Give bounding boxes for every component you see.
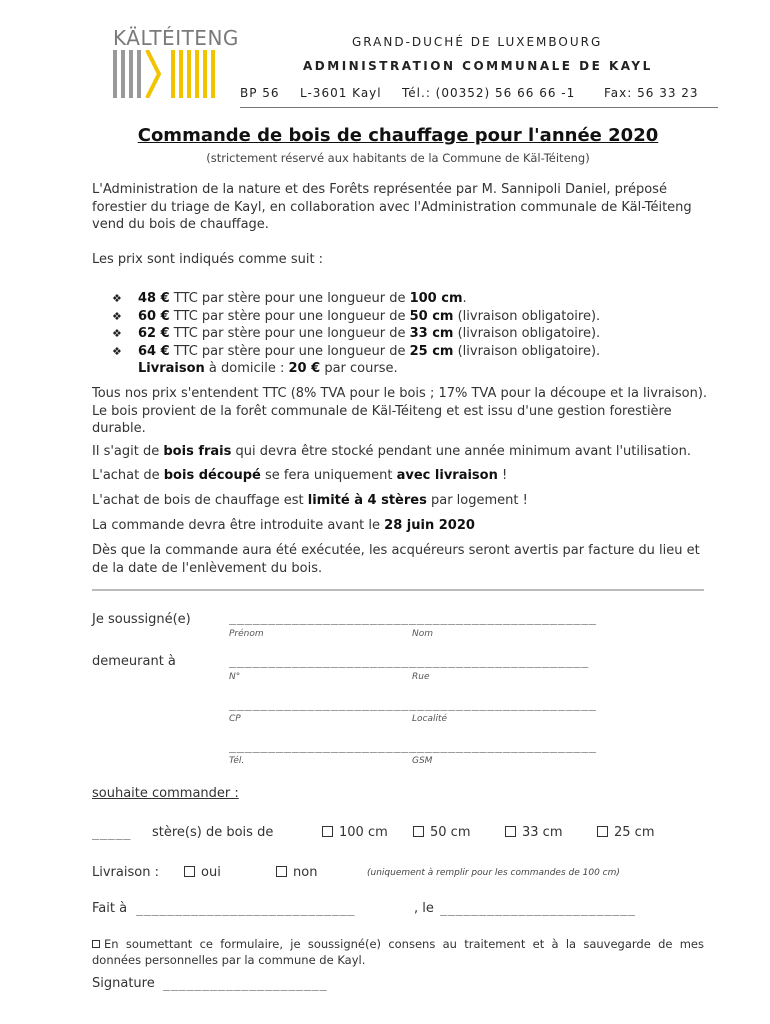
name-field[interactable]: _______________________________________________ — [229, 611, 597, 625]
price-item: ❖ 62 € TTC par stère pour une longueur de 33 cm (livraison obligatoire). — [112, 326, 601, 341]
delivery-label: Livraison : — [92, 865, 159, 880]
signature-label: Signature — [92, 976, 155, 991]
checkbox-icon[interactable] — [505, 826, 516, 837]
bullet-icon: ❖ — [112, 309, 122, 323]
street-field[interactable]: ______________________________________________ — [229, 654, 589, 668]
logo-text: KÄLTÉITENG — [113, 26, 239, 50]
order-title: souhaite commander : — [92, 786, 239, 801]
header-fax: Fax: 56 33 23 — [604, 86, 699, 100]
caption-prenom: Prénom — [229, 629, 264, 639]
delivery-price: Livraison à domicile : 20 € par course. — [138, 361, 398, 376]
date-field[interactable]: _________________________ — [440, 902, 636, 916]
fresh-wood-paragraph: Il s'agit de bois frais qui devra être stocké pendant une année minimum avant l'utilisation. — [92, 444, 691, 459]
price-item: ❖ 48 € TTC par stère pour une longueur de 100 cm. — [112, 291, 467, 306]
checkbox-icon[interactable] — [597, 826, 608, 837]
done-at-label: Fait à — [92, 901, 128, 916]
length-option-25[interactable]: 25 cm — [597, 825, 655, 840]
price-list — [112, 290, 600, 378]
length-option-100[interactable]: 100 cm — [322, 825, 388, 840]
caption-rue: Rue — [412, 672, 430, 682]
bullet-icon: ❖ — [112, 327, 122, 340]
cut-wood-paragraph: L'achat de bois découpé se fera uniquement avec livraison ! — [92, 468, 508, 483]
checkbox-icon[interactable] — [276, 866, 287, 877]
bullet-icon: ❖ — [112, 292, 122, 305]
place-field[interactable]: ____________________________ — [136, 902, 356, 916]
signature-field[interactable]: _____________________ — [163, 977, 328, 991]
stere-label: stère(s) de bois de — [152, 825, 274, 840]
checkbox-icon[interactable] — [413, 826, 424, 837]
page-subtitle: (strictement réservé aux habitants de la Commune de Käl-Téiteng) — [206, 151, 590, 165]
checkbox-icon[interactable] — [322, 826, 333, 837]
quantity-field[interactable]: _____ — [92, 826, 132, 840]
locality-field[interactable]: _______________________________________________ — [229, 697, 597, 711]
date-label: , le — [414, 901, 434, 916]
deadline-paragraph: La commande devra être introduite avant le 28 juin 2020 — [92, 518, 475, 533]
delivery-no-option[interactable]: non — [276, 865, 317, 880]
caption-tel: Tél. — [229, 756, 245, 766]
length-option-50[interactable]: 50 cm — [413, 825, 471, 840]
delivery-yes-option[interactable]: oui — [184, 865, 221, 880]
header-tel: Tél.: (00352) 56 66 66 -1 — [402, 86, 576, 100]
delivery-note: (uniquement à remplir pour les commandes de 100 cm) — [367, 868, 620, 878]
logo-bars — [113, 50, 223, 98]
header-bp: BP 56 — [240, 86, 280, 100]
caption-no: N° — [229, 672, 241, 682]
caption-nom: Nom — [412, 629, 434, 639]
limit-paragraph: L'achat de bois de chauffage est limité à 4 stères par logement ! — [92, 493, 528, 508]
page-title: Commande de bois de chauffage pour l'année 2020 — [137, 125, 659, 146]
header-divider — [240, 107, 718, 108]
residing-label: demeurant à — [92, 654, 176, 669]
notice-paragraph: Dès que la commande aura été exécutée, les acquéreurs seront avertis par facture du lieu et de la date de l'enlèvement du bois. — [92, 543, 700, 576]
caption-cp: CP — [229, 714, 241, 724]
form-divider — [92, 589, 704, 591]
tva-paragraph: Tous nos prix s'entendent TTC (8% TVA pour le bois ; 17% TVA pour la découpe et la livraison). Le bois provient de la forêt communale de Käl-Téiteng et est issu d'une gestion forestière durable. — [92, 386, 708, 436]
intro-paragraph: L'Administration de la nature et des Forêts représentée par M. Sannipoli Daniel, préposé forestier du triage de Kayl, en collaboration avec l'Administration communale de Käl-Téiteng vend du bois de chauffage. — [92, 182, 692, 232]
phone-field[interactable]: _______________________________________________ — [229, 739, 597, 753]
length-option-33[interactable]: 33 cm — [505, 825, 563, 840]
header-address: L-3601 Kayl — [300, 86, 382, 100]
consent-text: En soumettant ce formulaire, je soussigné(e) consens au traitement et à la sauvegarde de mes données personnelles par la commune de Kayl. — [92, 937, 704, 967]
consent-checkbox-icon[interactable] — [92, 940, 100, 948]
bullet-icon: ❖ — [112, 344, 122, 358]
prices-intro: Les prix sont indiqués comme suit : — [92, 252, 324, 267]
caption-gsm: GSM — [412, 756, 433, 766]
price-item: ❖ 60 € TTC par stère pour une longueur de 50 cm (livraison obligatoire). — [112, 308, 601, 324]
checkbox-icon[interactable] — [184, 866, 195, 877]
price-item: ❖ 64 € TTC par stère pour une longueur de 25 cm (livraison obligatoire). — [112, 343, 601, 359]
caption-localite: Localité — [412, 714, 448, 724]
undersigned-label: Je soussigné(e) — [92, 612, 191, 627]
header-administration: ADMINISTRATION COMMUNALE DE KAYL — [303, 59, 653, 73]
header-country: GRAND-DUCHÉ DE LUXEMBOURG — [352, 35, 603, 49]
